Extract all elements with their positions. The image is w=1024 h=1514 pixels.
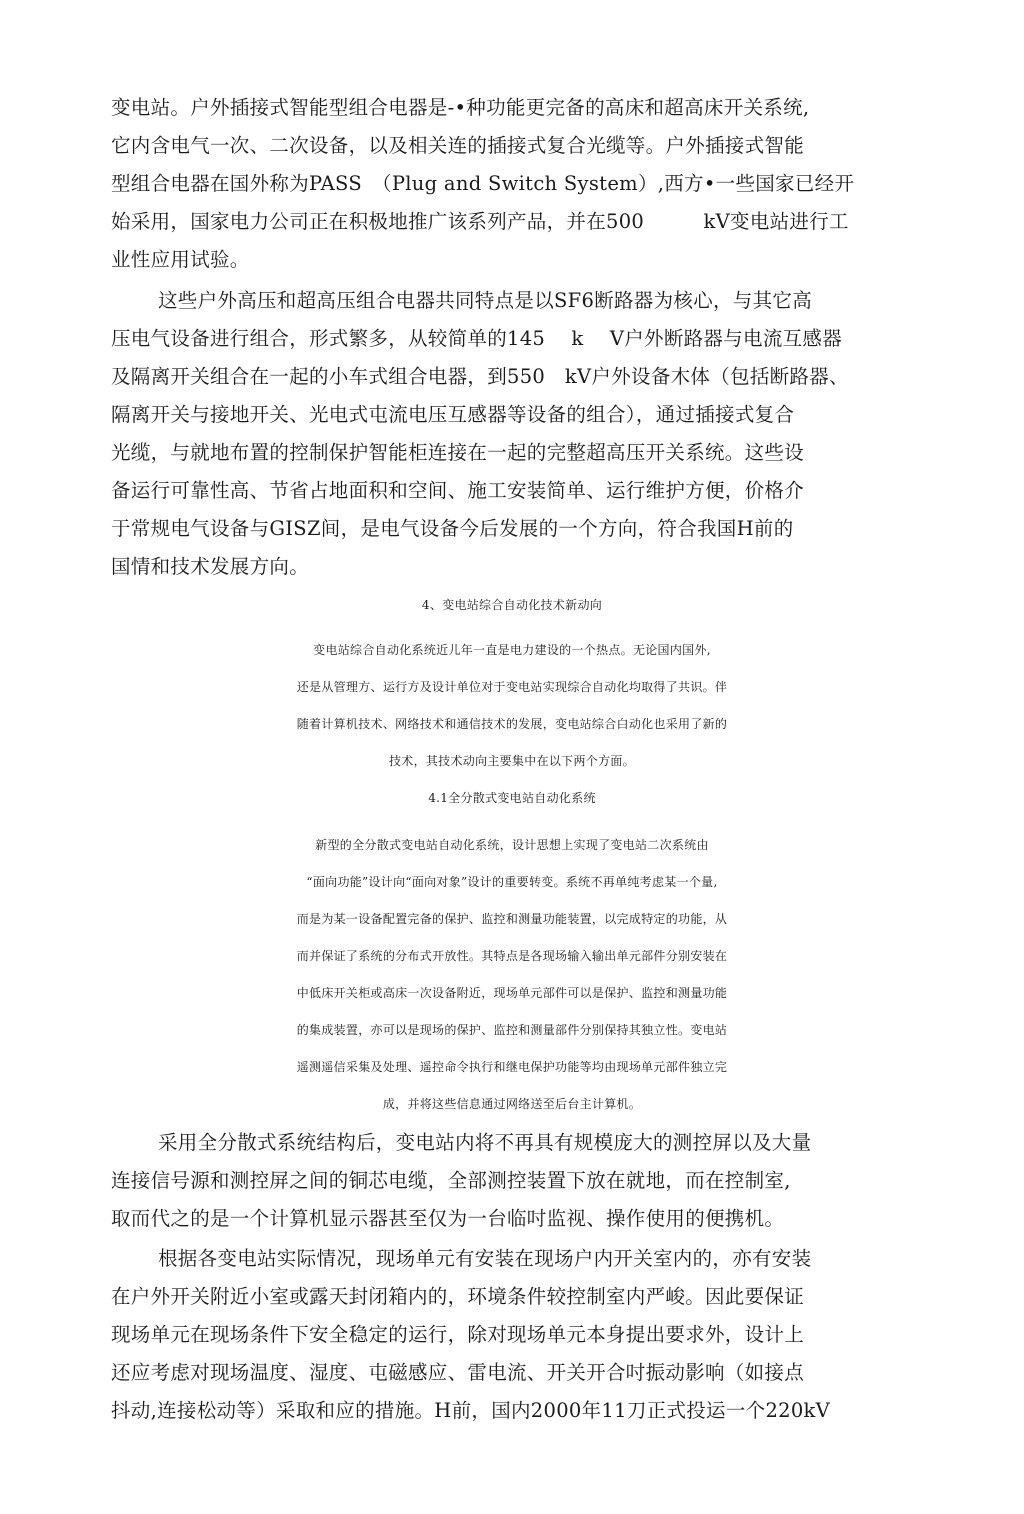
text-line: 而是为某一设备配置完备的保护、监控和测量功能装置，以完成特定的功能，从 <box>296 912 728 926</box>
text-line: 型组合电器在国外称为PASS （Plug and Switch System）,西方•一些国家已经开 <box>111 172 855 195</box>
text-line: 新型的全分散式变电站自动化系统，设计思想上实现了变电站二次系统由 <box>315 838 709 852</box>
text-line: 连接信号源和测控屏之间的铜芯电缆，全部测控装置下放在就地，而在控制室, <box>111 1169 791 1192</box>
text-line: 始采用，国家电力公司正在积极地推广该系列产品，并在500 kV变电站进行工 <box>111 210 849 233</box>
section-heading: 4、变电站综合自动化技术新动向 <box>421 598 603 612</box>
text-line: 备运行可靠性高、节省占地面积和空间、施工安装简单、运行维护方便，价格介 <box>111 479 805 502</box>
subsection-heading: 4.1全分散式变电站自动化系统 <box>428 791 596 805</box>
text-line: 的集成装置，亦可以是现场的保护、监控和测量部件分别保持其独立性。变电站 <box>296 1023 728 1037</box>
text-line: 及隔离开关组合在一起的小车式组合电器，到550 kV户外设备木体（包括断路器、 <box>111 365 849 388</box>
text-line: 于常规电气设备与GISZ间，是电气设备今后发展的一个方向，符合我国H前的 <box>111 517 794 540</box>
text-line: 在户外开关附近小室或露天封闭箱内的，环境条件较控制室内严峻。因此要保证 <box>111 1285 805 1308</box>
text-line: 遥测遥信采集及处理、遥控命令执行和继电保护功能等均由现场单元部件独立完 <box>296 1060 728 1074</box>
text-line: 变电站综合自动化系统近儿年一直是电力建设的一个热点。无论国内国外, <box>313 643 711 657</box>
text-line: 光缆，与就地布置的控制保护智能柜连接在一起的完整超高压开关系统。这些设 <box>111 441 805 464</box>
text-line: 取而代之的是一个计算机显示器甚至仅为一台临吋监视、操作使用的便携机。 <box>111 1207 785 1230</box>
text-line: 现场单元在现场条件下安全稳定的运行，除对现场单元本身提出要求外，设计上 <box>111 1323 805 1346</box>
text-line: 隔离开关与接地开关、光电式屯流电压互感器等设备的组合），通过插接式复合 <box>111 403 795 426</box>
text-line: 变电站。户外插接式智能型组合电器是-•种功能更完备的高床和超高床开关系统, <box>111 96 810 119</box>
text-line: 还是从管理方、运行方及设计单位对于变电站实现综合自动化均取得了共识。伴 <box>296 680 728 694</box>
text-line: 技术，其技术动向主要集中在以下两个方面。 <box>388 754 635 768</box>
text-line: 中低床开关柜或高床一次设备附近，现场单元部件可以是保护、监控和测量功能 <box>296 986 728 1000</box>
text-line: 根据各变电站实际情况，现场单元有安装在现场户内开关室内的，亦有安装 <box>158 1247 812 1270</box>
text-line: 它内含电气一次、二次设备，以及相关连的插接式复合光缆等。户外插接式智能 <box>111 134 805 157</box>
text-line: 这些户外高压和超高压组合电器共同特点是以SF6断路器为核心，与其它高 <box>158 289 812 312</box>
text-line: 压电气设备进行组合，形式繁多，从较简单的145 k V户外断路器与电流互感器 <box>111 327 843 350</box>
text-line: 国情和技术发展方向。 <box>111 555 310 578</box>
text-line: 成，并将这些信息通过网络送至后台主计算机。 <box>382 1097 642 1111</box>
text-line: 采用全分散式系统结构后，变电站内将不再具有规模庞大的测控屏以及大量 <box>158 1131 812 1154</box>
text-line: 抖动,连接松动等）采取和应的措施。H前，国内2000年11刀正式投运一个220kV <box>111 1399 831 1422</box>
text-line: 而并保证了系统的分布式开放性。其特点是各现场输入输出单元部件分别安装在 <box>296 949 728 963</box>
text-line: 业性应用试验。 <box>111 248 250 271</box>
text-line: 还应考虑对现场温度、湿度、屯磁感应、雷电流、开关开合吋振动影响（如接点 <box>111 1361 805 1384</box>
text-line: 随着计算机技术、网络技术和通信技术的发展，变电站综合白动化也采用了新的 <box>296 717 728 731</box>
text-line: “面向功能”设计向“面向对象”设计的重要转变。系统不再单纯考虑某一个量, <box>306 875 718 889</box>
